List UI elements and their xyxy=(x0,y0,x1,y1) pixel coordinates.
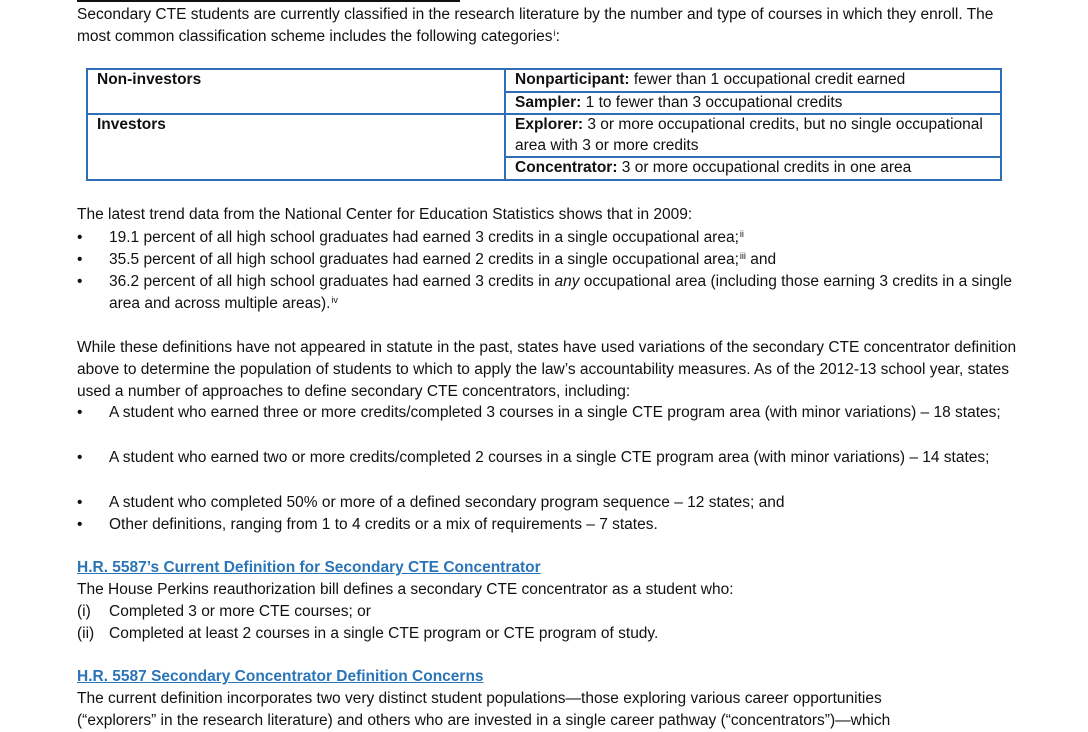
list-item xyxy=(77,249,1017,271)
table-row xyxy=(87,69,1001,92)
section-heading-concerns[interactable]: H.R. 5587 Secondary Concentrator Definition Concerns xyxy=(77,668,484,685)
list-item xyxy=(77,514,1017,536)
list-item-text xyxy=(109,271,1017,315)
list-item-text xyxy=(109,249,1017,271)
concentrator-label: Concentrator: xyxy=(515,159,618,176)
classification-table xyxy=(86,68,1002,181)
sampler-text: 1 to fewer than 3 occupational credits xyxy=(581,93,843,111)
bullet-icon: • xyxy=(77,449,83,466)
current-definition-lead: The House Perkins reauthorization bill defines a secondary CTE concentrator as a student who: xyxy=(77,581,734,598)
list-item xyxy=(77,601,1017,623)
trend-lead: The latest trend data from the National Center for Education Statistics shows that in 2009: xyxy=(77,206,693,223)
trend-b1: 19.1 percent of all high school graduates had earned 3 credits in a single occupational area; xyxy=(109,229,739,246)
bullet-icon: • xyxy=(77,251,83,268)
bullet-icon: • xyxy=(77,404,83,421)
concentrator-cell xyxy=(505,157,1001,180)
concentrator-text: 3 or more occupational credits in one area xyxy=(617,159,912,176)
list-numeral: (i) xyxy=(77,603,91,620)
concerns-line-1: The current definition incorporates two very distinct student populations—those exploring various career opportunities xyxy=(77,690,882,707)
trend-b3-post: occupational area (including those earning 3 credits in a single area and across multiple areas). xyxy=(109,273,1013,312)
nonparticipant-label: Nonparticipant: xyxy=(515,71,630,88)
intro-text: Secondary CTE students are currently classified in the research literature by the number and type of courses in which they enroll. The most common classification scheme includes the following categories xyxy=(77,6,994,45)
nonparticipant-cell xyxy=(505,69,1001,92)
list-item xyxy=(77,447,1017,469)
table-row xyxy=(87,114,1001,157)
sampler-label: Sampler: xyxy=(515,93,582,111)
intro-paragraph xyxy=(77,4,1017,48)
section-heading-current-definition[interactable]: H.R. 5587’s Current Definition for Secondary CTE Concentrator xyxy=(77,559,541,576)
explorer-text: 3 or more occupational credits, but no single occupational area with 3 or more credits xyxy=(515,116,983,154)
list-item xyxy=(77,492,1017,514)
list-item xyxy=(77,623,1017,645)
intro-end: : xyxy=(555,28,560,45)
bullet-icon: • xyxy=(77,273,83,290)
list-item xyxy=(77,227,1017,249)
nonparticipant-text: fewer than 1 occupational credit earned xyxy=(629,71,906,88)
list-item-text: Other definitions, ranging from 1 to 4 credits or a mix of requirements – 7 states. xyxy=(109,516,658,533)
footnote-ref[interactable]: iii xyxy=(739,251,746,261)
footnote-ref[interactable]: iv xyxy=(331,295,338,305)
trend-b3-pre: 36.2 percent of all high school graduates had earned 3 credits in xyxy=(109,273,555,290)
sampler-cell xyxy=(505,92,1001,115)
trend-b2: 35.5 percent of all high school graduates had earned 2 credits in a single occupational area; xyxy=(109,251,739,268)
list-item-text: A student who completed 50% or more of a defined secondary program sequence – 12 states; and xyxy=(109,494,785,511)
trend-b2-end: and xyxy=(745,251,777,268)
list-numeral: (ii) xyxy=(77,625,95,642)
definitions-paragraph: While these definitions have not appeared in statute in the past, states have used variations of the secondary CTE concentrator definition above to determine the population of students to which to apply the law’s accountability measures. As of the 2012-13 school year, states used a number of approaches to define secondary CTE concentrators, including: xyxy=(77,339,1017,400)
bullet-icon: • xyxy=(77,516,83,533)
heading-underline-fragment xyxy=(77,0,460,2)
explorer-cell xyxy=(505,114,1001,157)
list-item-text: Completed 3 or more CTE courses; or xyxy=(109,603,371,620)
list-item xyxy=(77,402,1017,424)
non-investors-cell: Non-investors xyxy=(87,69,505,114)
concerns-line-2: (“explorers” in the research literature) and others who are invested in a single career pathway (“concentrators”)—which xyxy=(77,712,891,729)
bullet-icon: • xyxy=(77,494,83,511)
list-item xyxy=(77,271,1017,315)
list-item-text: Completed at least 2 courses in a single CTE program or CTE program of study. xyxy=(109,625,659,642)
bullet-icon: • xyxy=(77,229,83,246)
footnote-ref[interactable]: i xyxy=(553,28,556,38)
list-item-text: A student who earned two or more credits/completed 2 courses in a single CTE program area (with minor variations) – 14 states; xyxy=(109,449,990,466)
trend-b3-emphasis: any xyxy=(554,273,580,290)
list-item-text xyxy=(109,227,1017,249)
investors-cell: Investors xyxy=(87,114,505,180)
list-item-text: A student who earned three or more credits/completed 3 courses in a single CTE program area (with minor variations) – 18 states; xyxy=(109,404,1001,421)
footnote-ref[interactable]: ii xyxy=(739,229,744,239)
explorer-label: Explorer: xyxy=(515,116,584,133)
